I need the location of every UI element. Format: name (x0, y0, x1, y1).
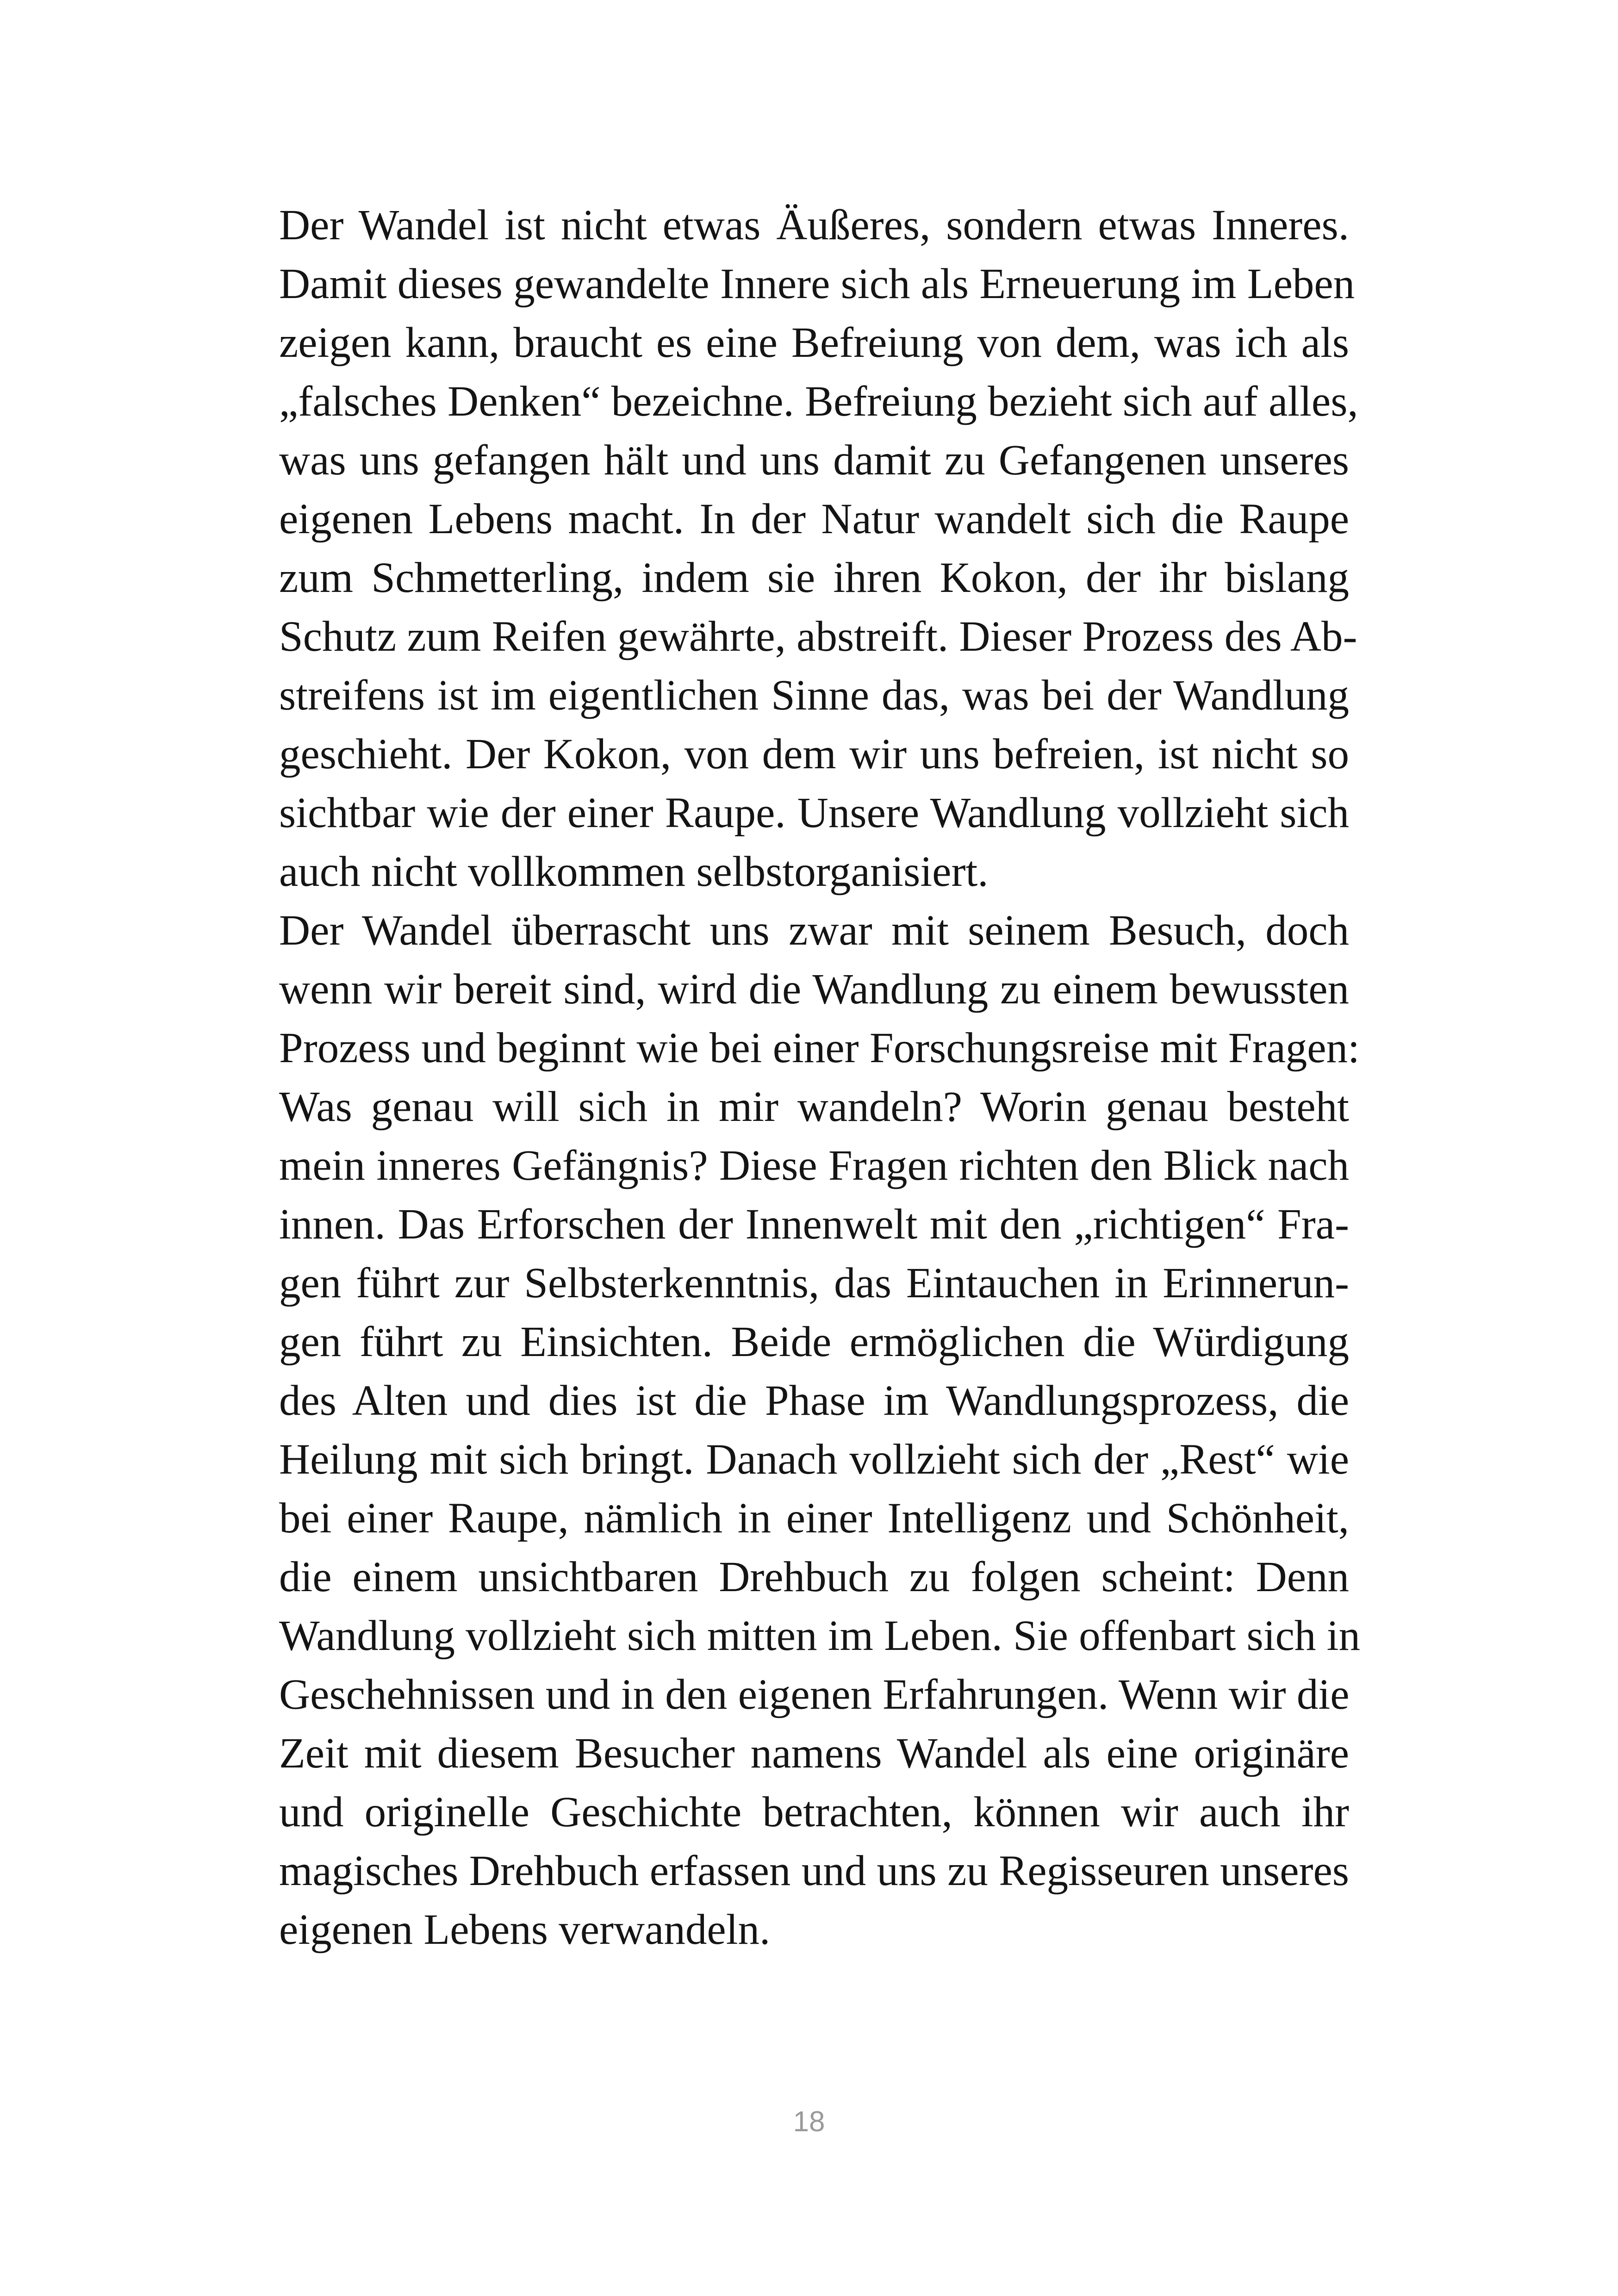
text-line: Der Wandel überrascht uns zwar mit seinem Besuch, doch (279, 907, 1349, 954)
text-line: was uns gefangen hält und uns damit zu Gefangenen unseres (279, 436, 1349, 484)
text-line: Damit dieses gewandelte Innere sich als Erneuerung im Leben (279, 260, 1355, 308)
body-text (279, 196, 1360, 1959)
page-number: 18 (793, 2106, 825, 2138)
text-line: eigenen Lebens macht. In der Natur wandelt sich die Raupe (279, 495, 1349, 543)
text-line: und originelle Geschichte betrachten, können wir auch ihr (279, 1788, 1349, 1836)
text-line: die einem unsichtbaren Drehbuch zu folgen scheint: Denn (279, 1553, 1349, 1601)
text-line: Der Wandel ist nicht etwas Äußeres, sondern etwas Inneres. (279, 201, 1349, 249)
text-line: Geschehnissen und in den eigenen Erfahrungen. Wenn wir die (279, 1671, 1350, 1718)
text-line: Heilung mit sich bringt. Danach vollzieht sich der „Rest“ wie (279, 1436, 1349, 1483)
text-line: Was genau will sich in mir wandeln? Worin genau besteht (279, 1083, 1349, 1131)
text-line: geschieht. Der Kokon, von dem wir uns befreien, ist nicht so (279, 730, 1349, 778)
text-line: „falsches Denken“ bezeichne. Befreiung bezieht sich auf alles, (279, 378, 1358, 425)
text-line: eigenen Lebens verwandeln. (279, 1906, 771, 1954)
text-line: des Alten und dies ist die Phase im Wandlungsprozess, die (279, 1377, 1349, 1425)
text-line: Prozess und beginnt wie bei einer Forschungsreise mit Fragen: (279, 1024, 1360, 1072)
text-line: sichtbar wie der einer Raupe. Unsere Wandlung vollzieht sich (279, 789, 1349, 837)
text-line: gen führt zur Selbsterkenntnis, das Eintauchen in Erinnerun- (279, 1259, 1349, 1307)
text-line: zum Schmetterling, indem sie ihren Kokon, der ihr bislang (279, 554, 1349, 602)
text-line: innen. Das Erforschen der Innenwelt mit den „richtigen“ Fra- (279, 1201, 1349, 1248)
text-line: zeigen kann, braucht es eine Befreiung von dem, was ich als (279, 319, 1349, 367)
text-line: Zeit mit diesem Besucher namens Wandel als eine originäre (279, 1730, 1349, 1777)
paragraph-1 (279, 196, 1358, 901)
text-line: streifens ist im eigentlichen Sinne das, was bei der Wandlung (279, 672, 1349, 719)
text-line: bei einer Raupe, nämlich in einer Intelligenz und Schönheit, (279, 1494, 1349, 1542)
text-line: auch nicht vollkommen selbstorganisiert. (279, 848, 989, 896)
text-line: magisches Drehbuch erfassen und uns zu Regisseuren unseres (279, 1847, 1349, 1895)
text-line: Wandlung vollzieht sich mitten im Leben. Sie offenbart sich in (279, 1612, 1360, 1660)
text-line: gen führt zu Einsichten. Beide ermöglichen die Würdigung (279, 1318, 1349, 1366)
text-line: wenn wir bereit sind, wird die Wandlung zu einem bewussten (279, 965, 1349, 1013)
text-line: mein inneres Gefängnis? Diese Fragen richten den Blick nach (279, 1142, 1349, 1189)
text-line: Schutz zum Reifen gewährte, abstreift. Dieser Prozess des Ab- (279, 613, 1357, 660)
paragraph-2 (279, 901, 1360, 1959)
